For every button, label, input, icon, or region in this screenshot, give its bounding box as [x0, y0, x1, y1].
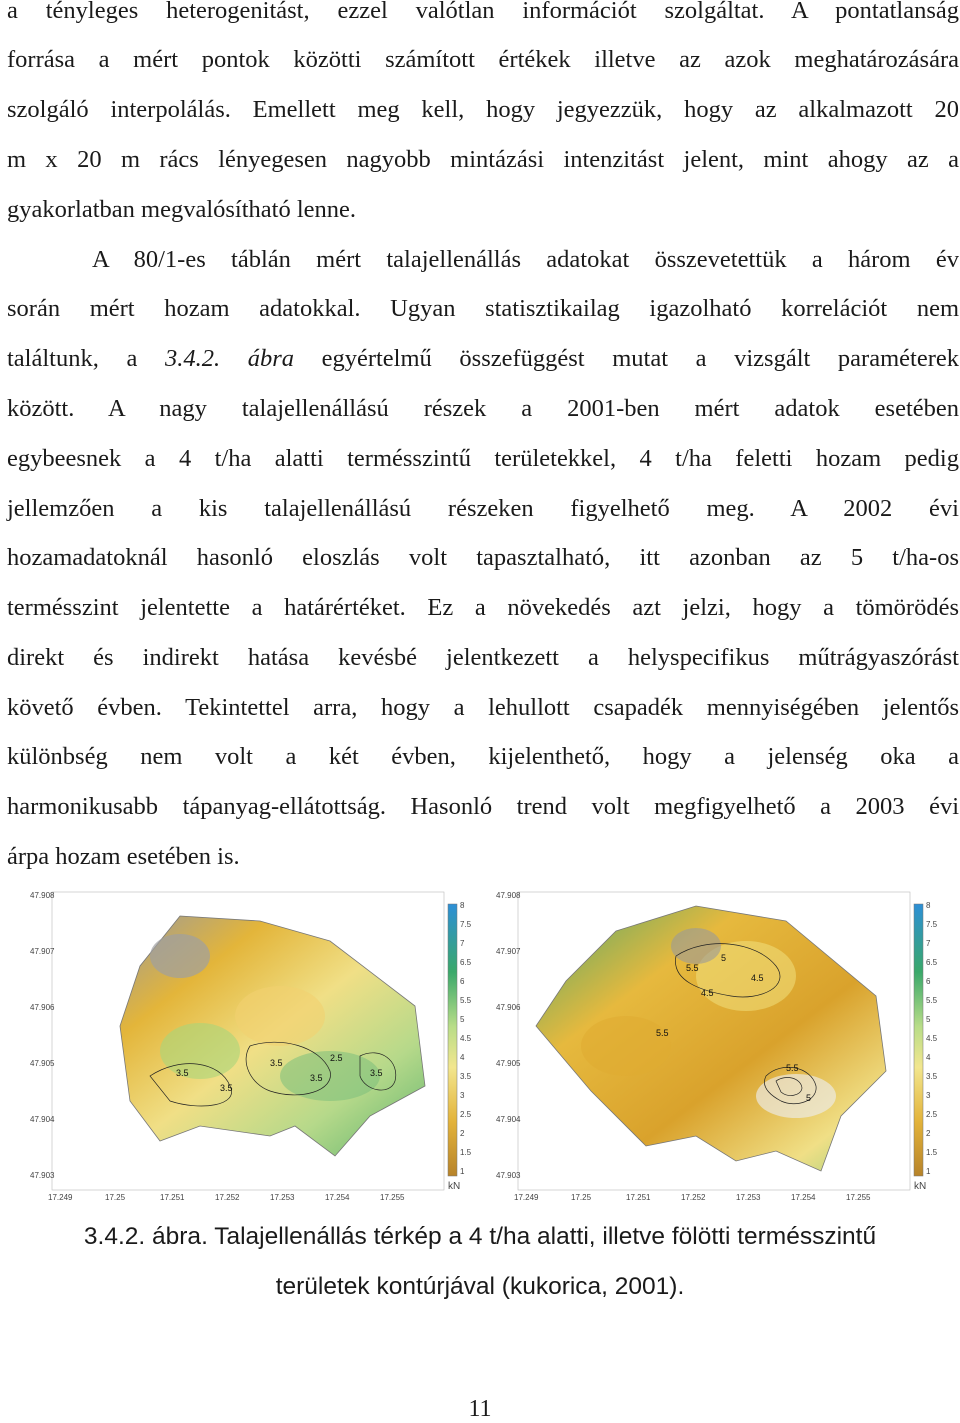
text-line — [7, 344, 959, 374]
heat-patch — [160, 1023, 240, 1079]
color-scale-bar — [914, 904, 923, 1176]
text-line: követő évben. Tekintettel arra, hogy a lehullott csapadék mennyiségében jelentős — [7, 694, 959, 721]
contour-label: 3.5 — [220, 1083, 233, 1093]
scale-tick: 4 — [460, 1053, 465, 1062]
figure-caption-line: területek kontúrjával (kukorica, 2001). — [275, 1273, 685, 1300]
lat-tick: 47.904 — [496, 1115, 521, 1124]
lon-tick: 17.253 — [270, 1193, 295, 1202]
lat-tick: 47.907 — [496, 947, 521, 956]
scale-tick: 3.5 — [460, 1072, 472, 1081]
soil-resistance-figure — [30, 886, 940, 1204]
scale-tick: 2.5 — [926, 1110, 938, 1119]
lat-tick: 47.903 — [496, 1171, 521, 1180]
scale-tick: 6 — [460, 977, 465, 986]
heat-patch — [671, 928, 721, 964]
scale-tick: 3.5 — [926, 1072, 938, 1081]
text-line: szolgáló interpolálás. Emellett meg kell, hogy jegyezzük, hogy az alkalmazott 20 — [7, 96, 959, 123]
page-number: 11 — [468, 1396, 492, 1422]
figure-reference: 3.4.2. ábra — [164, 345, 294, 372]
heat-patch — [235, 986, 325, 1046]
contour-label: 5 — [721, 953, 727, 963]
lon-tick: 17.25 — [571, 1193, 592, 1202]
text-line: között. A nagy talajellenállású részek a 2001-ben mért adatok esetében — [7, 395, 959, 422]
scale-tick: 5 — [460, 1015, 465, 1024]
scale-tick: 3 — [926, 1091, 931, 1100]
lon-tick: 17.249 — [514, 1193, 539, 1202]
text-line: A 80/1-es táblán mért talajellenállás adatokat összevetettük a három év — [92, 246, 959, 273]
scale-tick: 7.5 — [460, 920, 472, 929]
map-panel-2001b — [496, 891, 938, 1202]
text-line: árpa hozam esetében is. — [7, 843, 240, 870]
map-panel-2001a — [30, 891, 472, 1202]
lat-tick: 47.908 — [30, 891, 55, 900]
lon-tick: 17.249 — [48, 1193, 73, 1202]
scale-tick: 4.5 — [460, 1034, 472, 1043]
text-line: termésszint jelentette a határértéket. Ez a növekedés azt jelzi, hogy a tömörödés — [7, 594, 959, 621]
scale-tick: 2 — [926, 1129, 931, 1138]
contour-label: 3.5 — [176, 1068, 189, 1078]
text-line: jellemzően a kis talajellenállású részeken figyelhető meg. A 2002 évi — [7, 495, 959, 522]
scale-tick: 1 — [460, 1167, 465, 1176]
color-scale-ticks — [926, 901, 938, 1176]
text-run: egyértelmű összefüggést mutat a vizsgált paraméterek — [293, 345, 959, 372]
text-line: gyakorlatban megvalósítható lenne. — [7, 196, 357, 223]
lat-tick: 47.906 — [30, 1003, 55, 1012]
lon-tick: 17.251 — [160, 1193, 185, 1202]
unit-label: kN — [914, 1181, 927, 1192]
text-line: forrása a mért pontok közötti számított értékek illetve az azok meghatározására — [7, 46, 959, 73]
scale-tick: 7 — [926, 939, 931, 948]
scale-tick: 6 — [926, 977, 931, 986]
scale-tick: 8 — [460, 901, 465, 910]
color-scale-bar — [448, 904, 457, 1176]
contour-label: 5.5 — [656, 1028, 669, 1038]
scale-tick: 7.5 — [926, 920, 938, 929]
contour-label: 4.5 — [701, 988, 714, 998]
scale-tick: 4 — [926, 1053, 931, 1062]
lat-tick: 47.908 — [496, 891, 521, 900]
lat-tick: 47.905 — [496, 1059, 521, 1068]
text-line: során mért hozam adatokkal. Ugyan statisztikailag igazolható korrelációt nem — [7, 295, 959, 322]
text-line: hozamadatoknál hasonló eloszlás volt tapasztalható, itt azonban az 5 t/ha-os — [7, 544, 959, 571]
unit-label: kN — [448, 1181, 461, 1192]
scale-tick: 7 — [460, 939, 465, 948]
heat-patch — [581, 1016, 671, 1076]
figure-caption-line: 3.4.2. ábra. Talajellenállás térkép a 4 t/ha alatti, illetve fölötti termésszintű — [83, 1223, 877, 1250]
lon-tick: 17.252 — [215, 1193, 240, 1202]
text-line: harmonikusabb tápanyag-ellátottság. Hasonló trend volt megfigyelhető a 2003 évi — [7, 793, 959, 820]
lon-tick: 17.252 — [681, 1193, 706, 1202]
lon-tick: 17.25 — [105, 1193, 126, 1202]
scale-tick: 1.5 — [460, 1148, 472, 1157]
scale-tick: 5 — [926, 1015, 931, 1024]
scale-tick: 2 — [460, 1129, 465, 1138]
lon-tick: 17.251 — [626, 1193, 651, 1202]
scale-tick: 8 — [926, 901, 931, 910]
scale-tick: 4.5 — [926, 1034, 938, 1043]
scale-tick: 3 — [460, 1091, 465, 1100]
scale-tick: 6.5 — [460, 958, 472, 967]
lat-tick: 47.907 — [30, 947, 55, 956]
lat-tick: 47.906 — [496, 1003, 521, 1012]
contour-label: 5.5 — [686, 963, 699, 973]
lon-tick: 17.253 — [736, 1193, 761, 1202]
lon-tick: 17.255 — [380, 1193, 405, 1202]
scale-tick: 5.5 — [460, 996, 472, 1005]
scale-tick: 5.5 — [926, 996, 938, 1005]
contour-label: 2.5 — [330, 1053, 343, 1063]
contour-label: 3.5 — [270, 1058, 283, 1068]
text-line: direkt és indirekt hatása kevésbé jelentkezett a helyspecifikus műtrágyaszórást — [7, 644, 959, 671]
scale-tick: 2.5 — [460, 1110, 472, 1119]
heat-patch — [756, 1074, 836, 1118]
contour-label: 5 — [806, 1093, 812, 1103]
text-line: különbség nem volt a két évben, kijelenthető, hogy a jelenség oka a — [7, 743, 959, 770]
contour-label: 5.5 — [786, 1063, 799, 1073]
scale-tick: 1.5 — [926, 1148, 938, 1157]
scale-tick: 6.5 — [926, 958, 938, 967]
text-line: m x 20 m rács lényegesen nagyobb mintázási intenzitást jelent, mint ahogy az a — [7, 146, 959, 173]
scale-tick: 1 — [926, 1167, 931, 1176]
lat-tick: 47.904 — [30, 1115, 55, 1124]
lon-tick: 17.255 — [846, 1193, 871, 1202]
text-line: a tényleges heterogenitást, ezzel valótlan információt szolgáltat. A pontatlanság — [7, 0, 959, 24]
contour-label: 4.5 — [751, 973, 764, 983]
contour-label: 3.5 — [310, 1073, 323, 1083]
text-run: találtunk, a — [7, 345, 165, 372]
color-scale-ticks — [460, 901, 472, 1176]
contour-label: 3.5 — [370, 1068, 383, 1078]
lon-tick: 17.254 — [791, 1193, 816, 1202]
text-line: egybeesnek a 4 t/ha alatti termésszintű területekkel, 4 t/ha feletti hozam pedig — [7, 445, 959, 472]
lon-tick: 17.254 — [325, 1193, 350, 1202]
lat-tick: 47.905 — [30, 1059, 55, 1068]
lat-tick: 47.903 — [30, 1171, 55, 1180]
heat-patch — [150, 934, 210, 978]
